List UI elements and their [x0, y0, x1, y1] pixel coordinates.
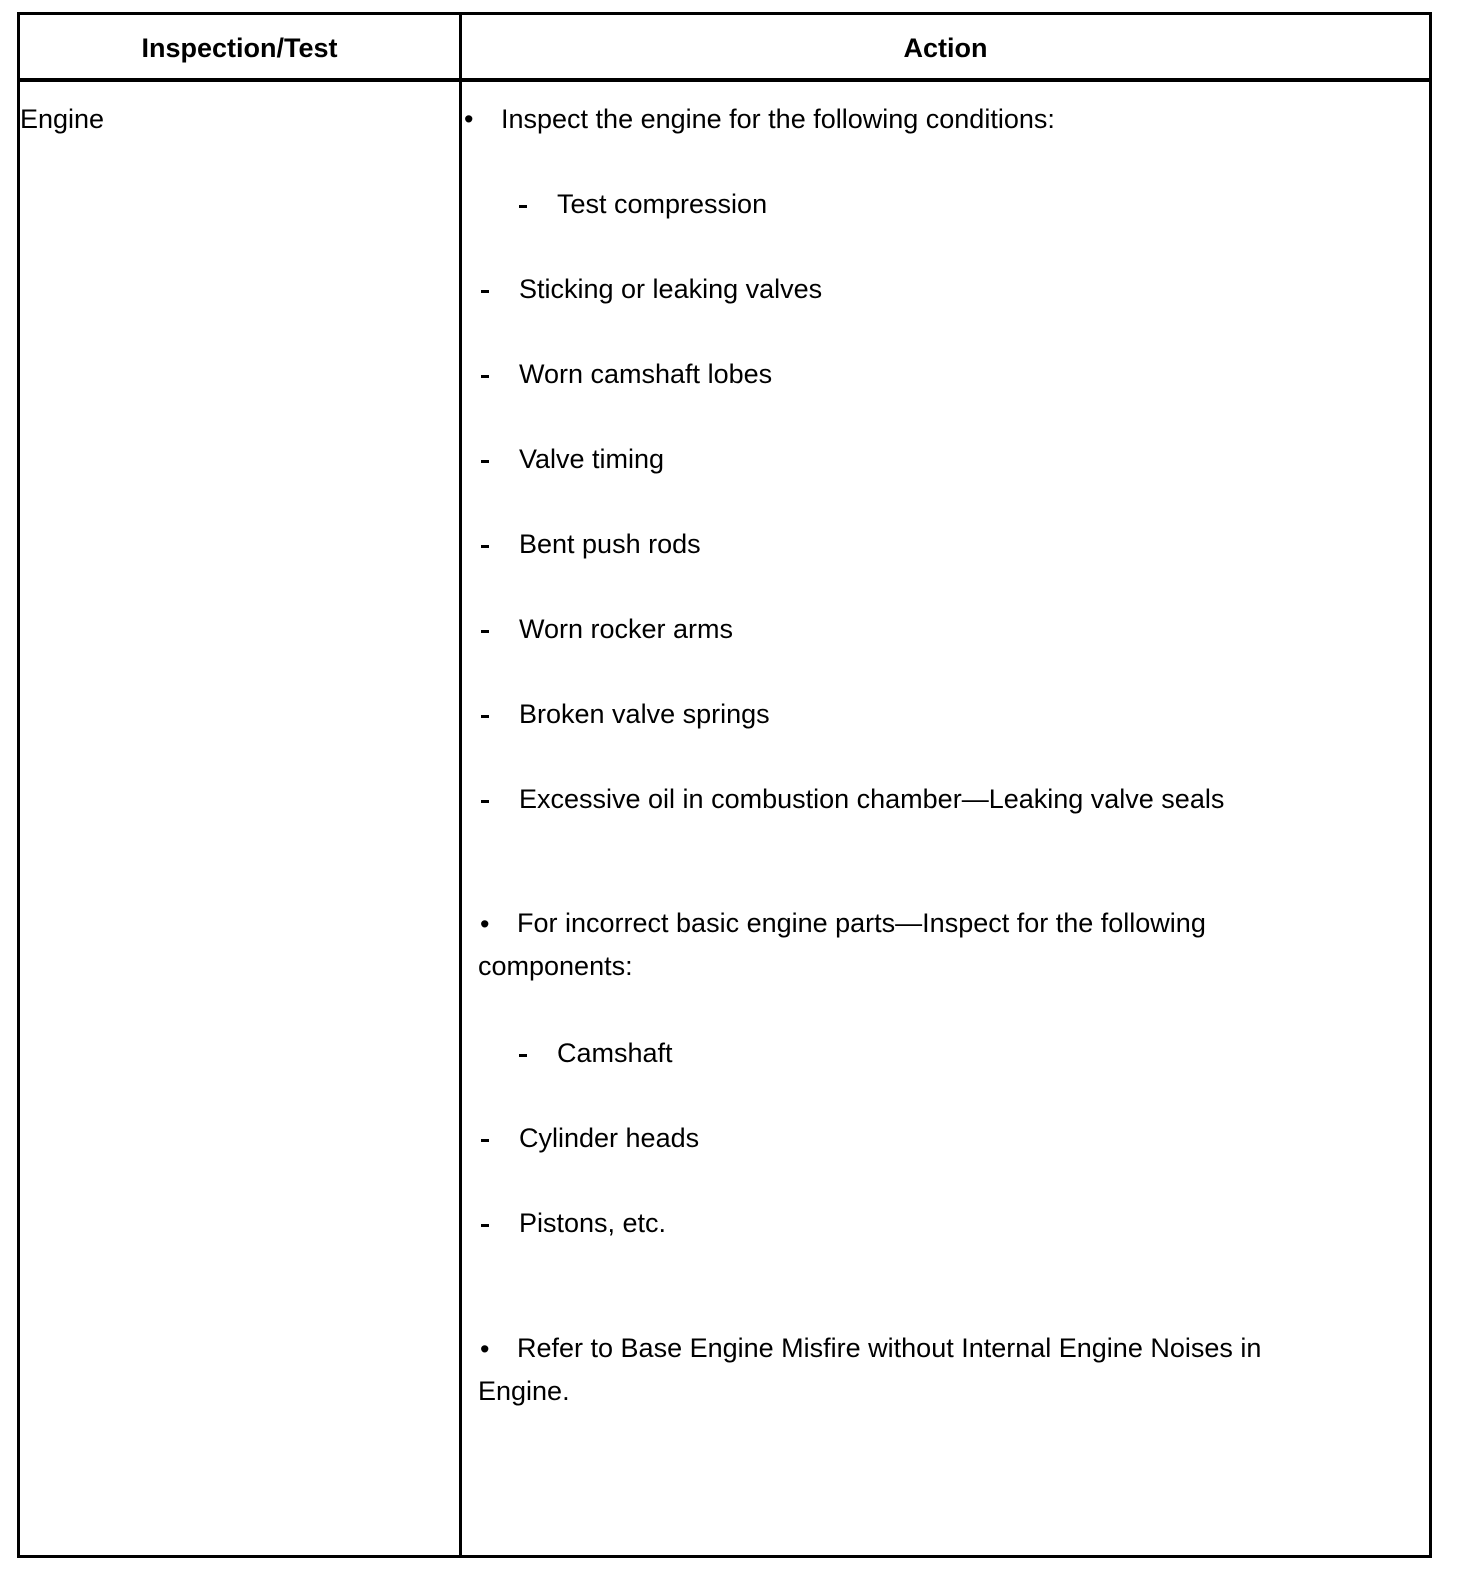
dash-icon — [481, 1139, 489, 1142]
dash-icon — [481, 290, 489, 293]
part-item: Cylinder heads — [519, 1123, 700, 1153]
bullet-icon: • — [480, 909, 490, 939]
dash-icon — [519, 1054, 527, 1057]
inspection-cell-engine: Engine — [20, 104, 105, 134]
condition-item: Worn rocker arms — [519, 614, 734, 644]
column-divider — [459, 12, 462, 1558]
dash-icon — [481, 715, 489, 718]
header-inspection-test: Inspection/Test — [141, 33, 338, 63]
header-rule — [17, 78, 1432, 82]
condition-item: Excessive oil in combustion chamber—Leaking valve seals — [519, 784, 1225, 814]
action-intro: Inspect the engine for the following conditions: — [501, 104, 1055, 134]
bullet-icon: • — [464, 104, 474, 134]
dash-icon — [519, 205, 527, 208]
bullet-icon: • — [480, 1334, 490, 1364]
dash-icon — [481, 800, 489, 803]
parts-intro: For incorrect basic engine parts—Inspect for the following components: — [478, 908, 1206, 981]
condition-item: Broken valve springs — [519, 699, 770, 729]
condition-item: Sticking or leaking valves — [519, 274, 823, 304]
condition-item: Worn camshaft lobes — [519, 359, 773, 389]
part-item: Pistons, etc. — [519, 1208, 667, 1238]
part-item: Camshaft — [557, 1038, 673, 1068]
dash-icon — [481, 1224, 489, 1227]
header-action: Action — [903, 33, 988, 63]
condition-item: Valve timing — [519, 444, 665, 474]
dash-icon — [481, 630, 489, 633]
dash-icon — [481, 545, 489, 548]
dash-icon — [481, 460, 489, 463]
dash-icon — [481, 375, 489, 378]
condition-item: Test compression — [557, 189, 768, 219]
condition-item: Bent push rods — [519, 529, 701, 559]
reference-text: Refer to Base Engine Misfire without Internal Engine Noises in Engine. — [478, 1333, 1262, 1406]
